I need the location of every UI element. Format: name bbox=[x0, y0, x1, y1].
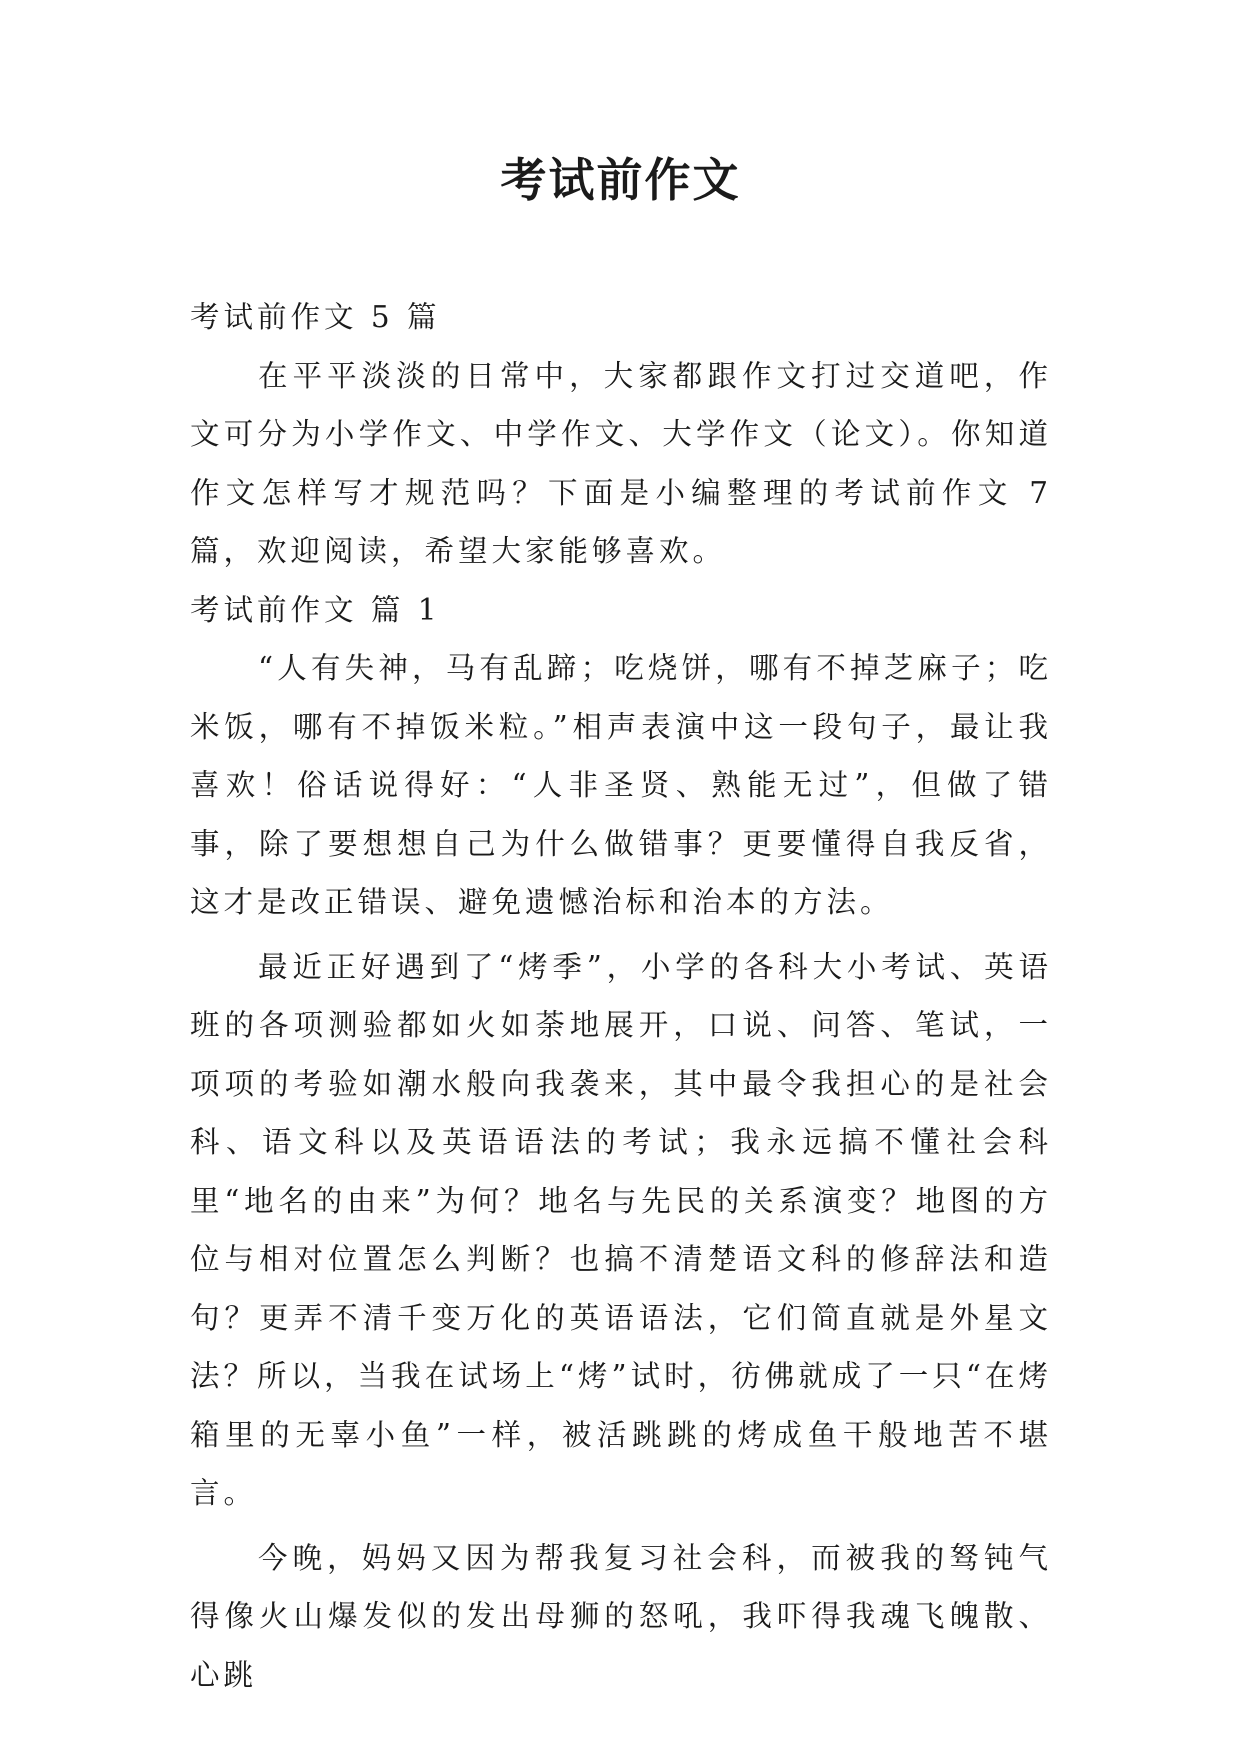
document-subtitle: 考试前作文 5 篇 bbox=[190, 300, 441, 334]
document-title: 考试前作文 bbox=[500, 153, 741, 207]
intro-paragraph: 在平平淡淡的日常中，大家都跟作文打过交道吧，作文可分为小学作文、中学作文、大学作文（论文）。你知道作文怎样写才规范吗？下面是小编整理的考试前作文 7 篇，欢迎阅读，希望大家能够喜欢。 bbox=[190, 358, 1052, 568]
body-paragraph: 今晚，妈妈又因为帮我复习社会科，而被我的驽钝气得像火山爆发似的发出母狮的怒吼，我吓得我魂飞魄散、心跳 bbox=[190, 1540, 1052, 1692]
body-paragraph: “人有失神，马有乱蹄；吃烧饼，哪有不掉芝麻子；吃米饭，哪有不掉饭米粒。”相声表演中这一段句子，最让我喜欢！俗话说得好：“人非圣贤、熟能无过”，但做了错事，除了要想想自己为什么做错事？更要懂得自我反省，这才是改正错误、避免遗憾治标和治本的方法。 bbox=[190, 651, 1052, 919]
body-paragraph: 最近正好遇到了“烤季”，小学的各科大小考试、英语班的各项测验都如火如荼地展开，口说、问答、笔试，一项项的考验如潮水般向我袭来，其中最令我担心的是社会科、语文科以及英语语法的考试；我永远搞不懂社会科里“地名的由来”为何？地名与先民的关系演变？地图的方位与相对位置怎么判断？也搞不清楚语文科的修辞法和造句？更弄不清千变万化的英语语法，它们简直就是外星文法？所以，当我在试场上“烤”试时，彷佛就成了一只“在烤箱里的无辜小鱼”一样，被活跳跳的烤成鱼干般地苦不堪言。 bbox=[190, 949, 1052, 1510]
section-heading: 考试前作文 篇 1 bbox=[190, 592, 441, 627]
document-body bbox=[190, 288, 1052, 1704]
